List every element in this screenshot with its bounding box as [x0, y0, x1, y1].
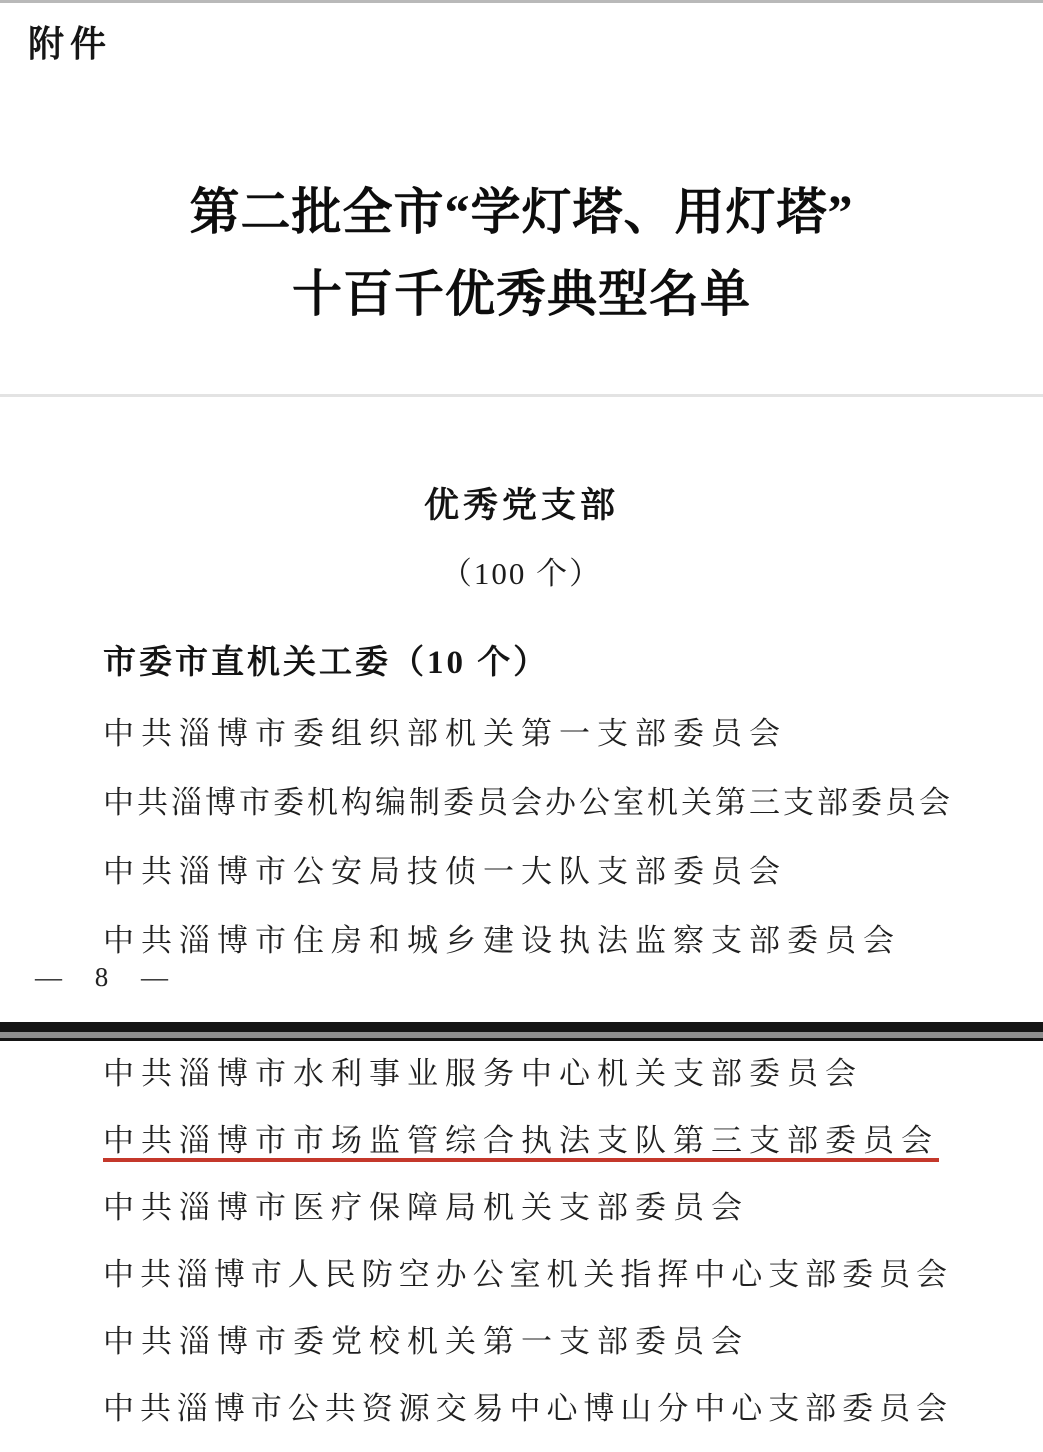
page-number: — 8 —: [35, 962, 170, 992]
list-item: [103, 782, 953, 824]
section-count: （100 个）: [440, 556, 603, 591]
entry-text: 中共淄博市水利事业服务中心机关支部委员会: [103, 1056, 863, 1091]
list-item: [103, 1053, 953, 1095]
page-divider: [0, 1022, 1043, 1041]
page-top-edge-line: [0, 0, 1043, 3]
group-heading: 市委市直机关工委（10 个）: [103, 645, 550, 681]
entry-text: 中共淄博市人民防空办公室机关指挥中心支部委员会: [103, 1257, 953, 1292]
page2-list: [103, 1053, 953, 1452]
list-item: [103, 1120, 953, 1162]
list-item: [103, 920, 953, 962]
entry-text: 中共淄博市委组织部机关第一支部委员会: [103, 716, 787, 751]
faint-section-line: [0, 394, 1043, 397]
highlighted-entry-text: 中共淄博市市场监管综合执法支队第三支部委员会: [103, 1123, 939, 1162]
list-item: [103, 1187, 953, 1229]
page1-list: [103, 713, 953, 989]
entry-text: 中共淄博市委机构编制委员会办公室机关第三支部委员会: [103, 785, 953, 820]
entry-text: 中共淄博市公共资源交易中心博山分中心支部委员会: [103, 1391, 953, 1426]
page-divider-black-bar: [0, 1022, 1043, 1032]
entry-text: 中共淄博市委党校机关第一支部委员会: [103, 1324, 749, 1359]
page-divider-thin-line: [0, 1038, 1043, 1041]
entry-text: 中共淄博市医疗保障局机关支部委员会: [103, 1190, 749, 1225]
document-title-line1: 第二批全市“学灯塔、用灯塔”: [189, 184, 854, 240]
list-item: [103, 851, 953, 893]
list-item: [103, 1388, 953, 1430]
list-item: [103, 1321, 953, 1363]
attachment-label: 附件: [28, 23, 113, 64]
section-heading: 优秀党支部: [423, 486, 619, 525]
entry-text: 中共淄博市公安局技侦一大队支部委员会: [103, 854, 787, 889]
list-item: [103, 713, 953, 755]
entry-text: 中共淄博市住房和城乡建设执法监察支部委员会: [103, 923, 901, 958]
list-item: [103, 1254, 953, 1296]
document-title-line2: 十百千优秀典型名单: [292, 266, 751, 322]
